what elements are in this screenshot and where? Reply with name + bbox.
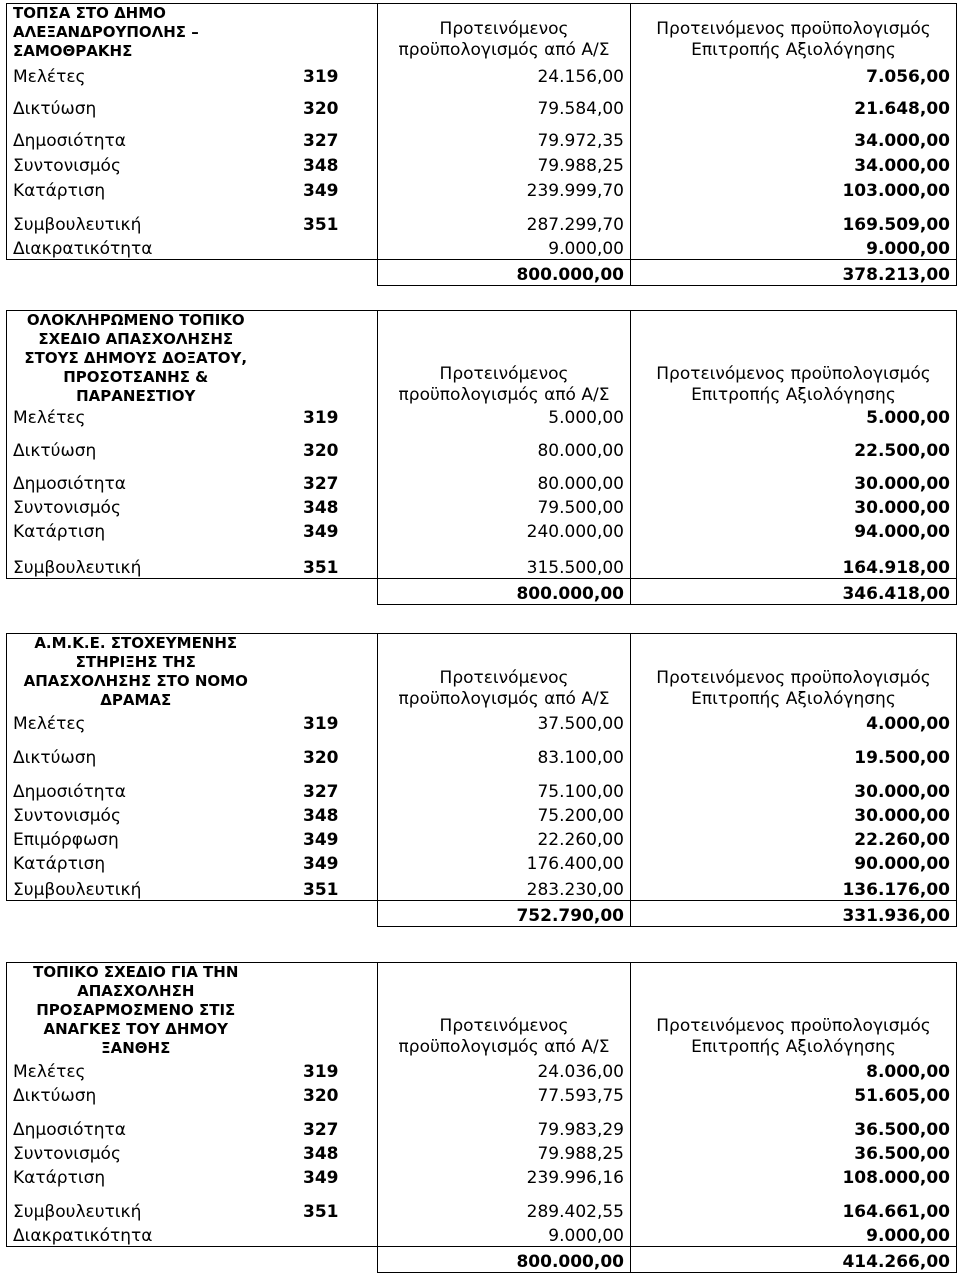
row-proposed: 176.400,00 [378, 850, 631, 874]
row-proposed: 9.000,00 [378, 1222, 631, 1246]
table-row [7, 201, 957, 235]
column-header-proposed: Προτεινόμενος προϋπολογισμός από Α/Σ [378, 963, 631, 1059]
row-committee: 8.000,00 [631, 1058, 957, 1082]
row-code: 349 [303, 181, 339, 201]
budget-table-alexandroupolis [6, 3, 957, 286]
row-label: Δικτύωση [7, 734, 265, 768]
row-label: Συμβουλευτική [7, 201, 265, 235]
table-row [7, 1082, 957, 1106]
row-proposed: 80.000,00 [378, 461, 631, 494]
table-row [7, 1058, 957, 1082]
table-row [7, 1188, 957, 1222]
row-label: Δικτύωση [7, 1082, 265, 1106]
total-row [7, 578, 957, 604]
row-label: Κατάρτιση [7, 1164, 265, 1188]
row-proposed: 315.500,00 [378, 542, 631, 578]
row-code: 348 [303, 156, 339, 176]
total-row [7, 259, 957, 285]
table-row [7, 406, 957, 428]
row-committee: 94.000,00 [631, 518, 957, 542]
row-code: 349 [303, 522, 339, 542]
row-committee: 164.918,00 [631, 542, 957, 578]
row-code: 319 [303, 67, 339, 87]
row-committee: 30.000,00 [631, 494, 957, 518]
budget-table-drama [6, 633, 957, 927]
row-code: 348 [303, 806, 339, 826]
row-code: 320 [303, 441, 339, 461]
row-committee: 30.000,00 [631, 802, 957, 826]
table-row [7, 176, 957, 201]
row-label: Μελέτες [7, 710, 265, 734]
row-proposed: 75.200,00 [378, 802, 631, 826]
total-committee: 331.936,00 [631, 900, 957, 926]
row-code: 319 [303, 1062, 339, 1082]
total-committee: 346.418,00 [631, 578, 957, 604]
row-proposed: 24.036,00 [378, 1058, 631, 1082]
row-committee: 9.000,00 [631, 235, 957, 259]
total-committee: 414.266,00 [631, 1246, 957, 1272]
column-header-committee: Προτεινόμενος προϋπολογισμός Επιτροπής Αξιολόγησης [631, 4, 957, 62]
row-committee: 136.176,00 [631, 874, 957, 900]
row-proposed: 77.593,75 [378, 1082, 631, 1106]
table-row [7, 461, 957, 494]
row-proposed: 79.983,29 [378, 1106, 631, 1140]
row-code: 327 [303, 782, 339, 802]
row-label: Δημοσιότητα [7, 768, 265, 802]
budget-table-xanthi [6, 962, 957, 1273]
row-label: Μελέτες [7, 61, 265, 87]
row-label: Δικτύωση [7, 87, 265, 119]
table-row [7, 734, 957, 768]
row-proposed: 240.000,00 [378, 518, 631, 542]
total-proposed: 752.790,00 [378, 900, 631, 926]
row-proposed: 239.996,16 [378, 1164, 631, 1188]
row-proposed: 37.500,00 [378, 710, 631, 734]
row-label: Κατάρτιση [7, 176, 265, 201]
row-code: 348 [303, 498, 339, 518]
row-code: 351 [303, 1202, 339, 1222]
row-committee: 30.000,00 [631, 768, 957, 802]
row-label: Δημοσιότητα [7, 1106, 265, 1140]
table-title: ΤΟΠΣΑ ΣΤΟ ΔΗΜΟ ΑΛΕΞΑΝΔΡΟΥΠΟΛΗΣ – ΣΑΜΟΘΡΑΚΗΣ [7, 4, 265, 62]
row-label: Συμβουλευτική [7, 542, 265, 578]
row-code: 320 [303, 99, 339, 119]
total-row [7, 900, 957, 926]
row-proposed: 24.156,00 [378, 61, 631, 87]
row-committee: 103.000,00 [631, 176, 957, 201]
row-label: Συντονισμός [7, 1140, 265, 1164]
row-code: 319 [303, 714, 339, 734]
table-row [7, 518, 957, 542]
table-row [7, 874, 957, 900]
row-proposed: 79.972,35 [378, 119, 631, 151]
row-label: Συμβουλευτική [7, 1188, 265, 1222]
row-code: 320 [303, 1086, 339, 1106]
row-label: Διακρατικότητα [7, 235, 265, 259]
table-row [7, 1222, 957, 1246]
row-code: 351 [265, 874, 378, 900]
table-row [7, 542, 957, 578]
total-row [7, 1246, 957, 1272]
row-code [265, 235, 378, 259]
table-title: ΤΟΠΙΚΟ ΣΧΕΔΙΟ ΓΙΑ ΤΗΝ ΑΠΑΣΧΟΛΗΣΗ ΠΡΟΣΑΡΜΟΣΜΕΝΟ ΣΤΙΣ ΑΝΑΓΚΕΣ ΤΟΥ ΔΗΜΟΥ ΞΑΝΘΗΣ [7, 963, 265, 1059]
row-label: Συντονισμός [7, 494, 265, 518]
row-code: 351 [303, 215, 339, 235]
row-label: Διακρατικότητα [7, 1222, 265, 1246]
table-row [7, 61, 957, 87]
row-proposed: 287.299,70 [378, 201, 631, 235]
row-label: Συντονισμός [7, 802, 265, 826]
total-proposed: 800.000,00 [378, 259, 631, 285]
row-code [265, 1222, 378, 1246]
row-label: Κατάρτιση [7, 518, 265, 542]
table-row [7, 1140, 957, 1164]
budget-table-doxato [6, 310, 957, 605]
total-proposed: 800.000,00 [378, 1246, 631, 1272]
row-proposed: 79.584,00 [378, 87, 631, 119]
table-row [7, 826, 957, 850]
row-committee: 36.500,00 [631, 1106, 957, 1140]
table-row [7, 1164, 957, 1188]
row-proposed: 80.000,00 [378, 428, 631, 461]
row-committee: 22.500,00 [631, 428, 957, 461]
row-proposed: 5.000,00 [378, 406, 631, 428]
row-committee: 169.509,00 [631, 201, 957, 235]
row-committee: 51.605,00 [631, 1082, 957, 1106]
row-committee: 4.000,00 [631, 710, 957, 734]
row-proposed: 79.988,25 [378, 1140, 631, 1164]
row-proposed: 79.988,25 [378, 151, 631, 176]
row-code: 349 [303, 830, 339, 850]
row-committee: 7.056,00 [631, 61, 957, 87]
total-proposed: 800.000,00 [378, 578, 631, 604]
row-code: 349 [303, 1168, 339, 1188]
total-committee: 378.213,00 [631, 259, 957, 285]
row-label: Μελέτες [7, 406, 265, 428]
row-label: Δημοσιότητα [7, 119, 265, 151]
table-row [7, 802, 957, 826]
table-row [7, 235, 957, 259]
row-proposed: 79.500,00 [378, 494, 631, 518]
row-label: Μελέτες [7, 1058, 265, 1082]
row-committee: 90.000,00 [631, 850, 957, 874]
row-code: 319 [303, 408, 339, 428]
row-code: 320 [303, 748, 339, 768]
row-committee: 22.260,00 [631, 826, 957, 850]
row-committee: 34.000,00 [631, 151, 957, 176]
row-committee: 164.661,00 [631, 1188, 957, 1222]
table-title: ΟΛΟΚΛΗΡΩΜΕΝΟ ΤΟΠΙΚΟ ΣΧΕΔΙΟ ΑΠΑΣΧΟΛΗΣΗΣ ΣΤΟΥΣ ΔΗΜΟΥΣ ΔΟΞΑΤΟΥ, ΠΡΟΣΟΤΣΑΝΗΣ & ΠΑΡΑΝΕΣΤΙΟΥ [7, 311, 265, 407]
row-proposed: 289.402,55 [378, 1188, 631, 1222]
row-label: Κατάρτιση [7, 850, 265, 874]
table-row [7, 87, 957, 119]
column-header-proposed: Προτεινόμενος προϋπολογισμός από Α/Σ [378, 4, 631, 62]
table-row [7, 151, 957, 176]
table-row [7, 494, 957, 518]
row-label: Συμβουλευτική [7, 874, 265, 900]
row-committee: 34.000,00 [631, 119, 957, 151]
row-committee: 5.000,00 [631, 406, 957, 428]
row-label: Επιμόρφωση [7, 826, 265, 850]
row-proposed: 239.999,70 [378, 176, 631, 201]
row-proposed: 83.100,00 [378, 734, 631, 768]
row-code: 327 [303, 474, 339, 494]
row-code: 327 [303, 131, 339, 151]
row-code: 351 [265, 542, 378, 578]
row-code: 327 [303, 1120, 339, 1140]
row-proposed: 22.260,00 [378, 826, 631, 850]
column-header-committee: Προτεινόμενος προϋπολογισμός Επιτροπής Αξιολόγησης [631, 634, 957, 711]
column-header-proposed: Προτεινόμενος προϋπολογισμός από Α/Σ [378, 311, 631, 407]
table-row [7, 850, 957, 874]
table-row [7, 1106, 957, 1140]
row-committee: 9.000,00 [631, 1222, 957, 1246]
column-header-committee: Προτεινόμενος προϋπολογισμός Επιτροπής Αξιολόγησης [631, 311, 957, 407]
row-committee: 30.000,00 [631, 461, 957, 494]
row-proposed: 283.230,00 [378, 874, 631, 900]
table-row [7, 710, 957, 734]
column-header-proposed: Προτεινόμενος προϋπολογισμός από Α/Σ [378, 634, 631, 711]
row-label: Συντονισμός [7, 151, 265, 176]
row-code: 348 [303, 1144, 339, 1164]
table-row [7, 428, 957, 461]
row-label: Δικτύωση [7, 428, 265, 461]
row-proposed: 9.000,00 [378, 235, 631, 259]
column-header-committee: Προτεινόμενος προϋπολογισμός Επιτροπής Αξιολόγησης [631, 963, 957, 1059]
row-proposed: 75.100,00 [378, 768, 631, 802]
table-row [7, 119, 957, 151]
row-committee: 108.000,00 [631, 1164, 957, 1188]
row-committee: 19.500,00 [631, 734, 957, 768]
row-committee: 21.648,00 [631, 87, 957, 119]
row-code: 349 [303, 854, 339, 874]
row-label: Δημοσιότητα [7, 461, 265, 494]
table-title: Α.Μ.Κ.Ε. ΣΤΟΧΕΥΜΕΝΗΣ ΣΤΗΡΙΞΗΣ ΤΗΣ ΑΠΑΣΧΟΛΗΣΗΣ ΣΤΟ ΝΟΜΟ ΔΡΑΜΑΣ [7, 634, 265, 711]
table-row [7, 768, 957, 802]
row-committee: 36.500,00 [631, 1140, 957, 1164]
